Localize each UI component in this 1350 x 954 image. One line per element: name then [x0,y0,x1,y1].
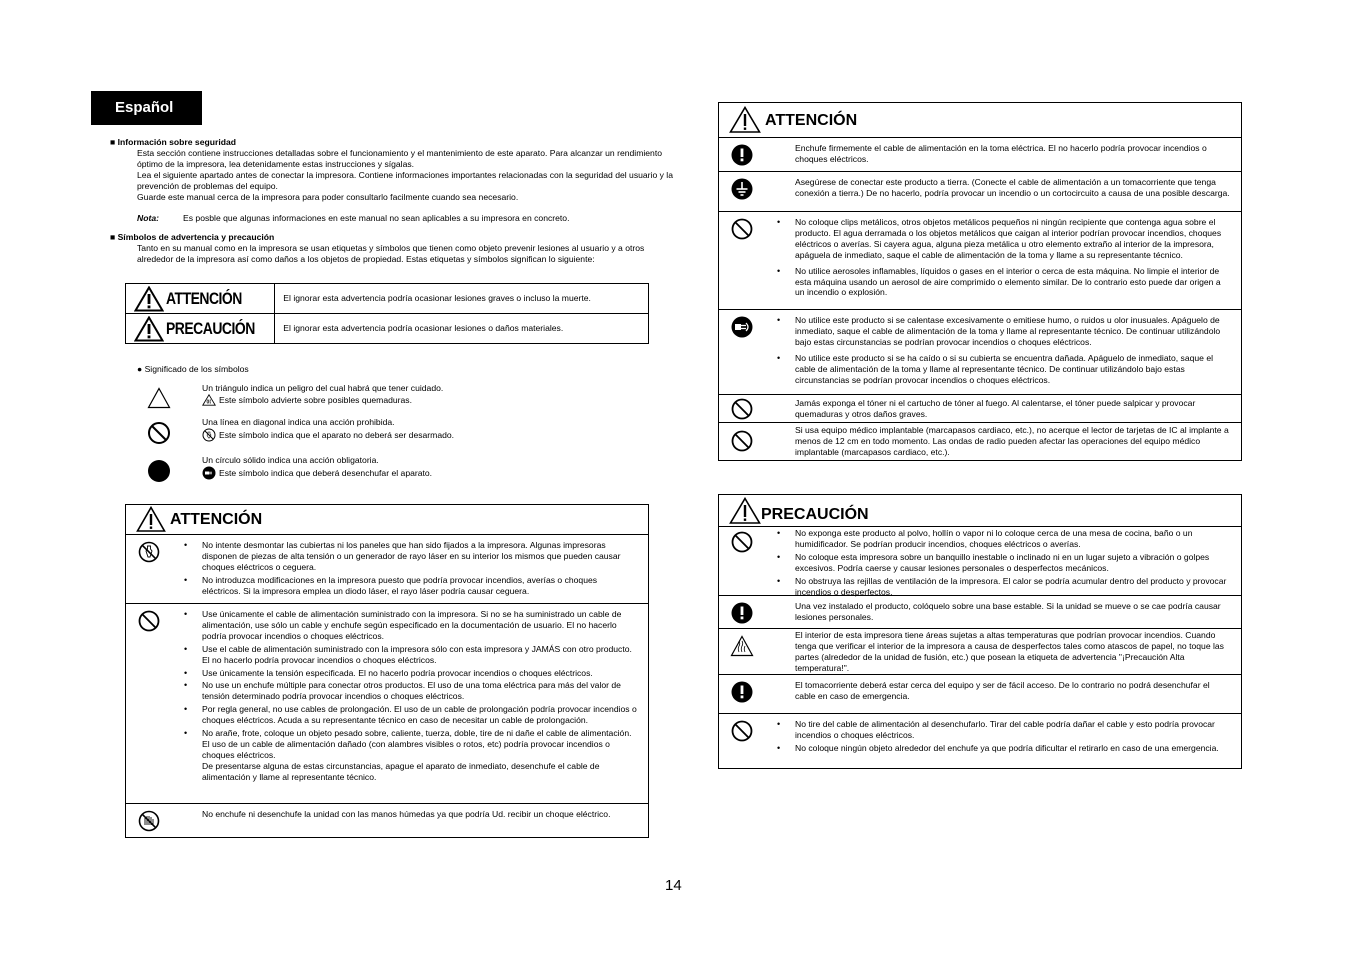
right-warning-row-4 [719,310,1241,395]
right-warning-row-4-list [773,315,1231,385]
symbols-section [137,364,657,488]
left-warning-row-1 [126,535,648,604]
safety-paragraph-2: Lea el siguiente apartado antes de conectar la impresora. Contiene informaciones importantes relacionadas con la seguridad del usuario y la prevención de problemas del equipo. [137,169,673,191]
mandatory-icon [731,144,753,166]
right-warning-row-6 [719,423,1241,460]
prohibition-icon [731,218,753,240]
right-warning-row-3 [719,212,1241,310]
symbols-section-heading: ● Significado de los símbolos [137,364,249,374]
right-caution-row-5 [719,714,1241,768]
no-wet-hands-icon [138,810,160,832]
legend-label-warning: ATTENCIÓN [166,289,242,308]
right-caution-row-1 [719,527,1241,596]
triangle-icon [147,387,171,409]
right-warning-row-2 [719,172,1241,212]
right-warning-header [719,103,1241,138]
ground-icon [731,178,753,200]
symbol-row-prohibition [137,417,657,445]
symbol-row-mandatory [137,455,657,483]
right-warning-title: ATTENCIÓN [765,111,858,129]
left-warning-row-2-continuation: De presentarse alguna de estas circunstancias, apague el aparato de inmediato, desenchufe el cable de alimentación y llame al representante técnico. [202,760,600,782]
right-caution-row-4 [719,675,1241,714]
legend-row-caution [126,314,649,344]
safety-heading: ■ Información sobre seguridad [110,137,237,147]
prohibition-icon [138,610,160,632]
prohibition-icon [731,398,753,420]
right-caution-title: PRECAUCIÓN [761,506,869,523]
language-tab: Español [91,91,202,125]
note [110,213,680,224]
note-text: Es posble que algunas informaciones en este manual no sean aplicables a su impresora en concreto. [183,213,570,224]
list-item: • No coloque esta impresora sobre un banquillo inestable o inclinado ni en un lugar sujeto a vibración o golpes excesivos. Podría caerse y causar lesiones personales o desperfectos mecánicos. [773,552,1231,574]
legend-label-caution: PRECAUCIÓN [166,319,255,338]
right-caution-row-4-text: El tomacorriente deberá estar cerca del equipo y ser de fácil acceso. De lo contrario no podrá desenchufar el cable en caso de emergencia. [795,680,1210,701]
right-caution-box [718,494,1242,769]
symbol-mandatory-line2: Este símbolo indica que deberá desenchufar el aparato. [219,467,433,478]
right-caution-row-2 [719,596,1241,629]
list-item: • No utilice este producto si se ha caído o si su cubierta se encuentra dañada. Apáguelo de inmediato, saque el cable de alimentación de la toma y llame al representante técnico. De continuar utilizándolo bajo estas circunstancias se podrían provocar incendios o choques eléctricos. [773,353,1231,386]
left-warning-box [125,504,649,838]
list-item: • No coloque ningún objeto alrededor del enchufe ya que podría dificultar el retirarlo en caso de una emergencia. [773,743,1231,754]
right-caution-row-5-list [773,719,1231,754]
left-warning-title: ATTENCIÓN [170,511,263,528]
legend-text-warning: El ignorar esta advertencia podría ocasionar lesiones graves o incluso la muerte. [275,284,649,314]
right-warning-row-1 [719,138,1241,172]
list-item: • No intente desmontar las cubiertas ni los paneles que han sido fijados a la impresora. Algunas impresoras disponen de piezas de alta tensión o un generador de rayo láser en su interior los mismos que pueden causar choques eléctricos o ceguera. [180,540,638,573]
unplug-icon [202,466,216,480]
symbols-paragraph: Tanto en su manual como en la impresora se usan etiquetas y símbolos que tienen como objeto prevenir lesiones al usuario y a otros alrededor de la impresora así como daños a los objetos de propiedad. Estas etiquetas y símbolos significan lo siguiente: [137,243,645,265]
list-item: • Por regla general, no use cables de prolongación. El uso de un cable de prolongación podría provocar incendios o choques eléctricos. Acuda a su representante técnico en caso de necesitar un cable de prolongación. [180,704,638,726]
no-disassemble-icon [138,541,160,563]
page-number: 14 [665,877,682,894]
warning-triangle-icon [136,506,166,533]
solid-circle-icon [147,459,171,483]
right-warning-row-5-text: Jamás exponga el tóner ni el cartucho de tóner al fuego. Al calentarse, el tóner puede salpicar y provocar quemaduras y otros daños graves. [795,398,1196,419]
right-warning-row-5 [719,395,1241,423]
list-item: • Use únicamente el cable de alimentación suministrado con la impresora. Si no se ha suministrado un cable de alimentación, use sólo un cable y enchufe según especificado en la documentación de usuario. El no hacerlo podría provocar incendios o choques eléctricos. [180,609,638,642]
caution-triangle-icon [729,497,761,525]
legend-row-warning [126,284,649,314]
list-item: • No exponga este producto al polvo, hollín o vapor ni lo coloque cerca de una mesa de cocina, baño o un humidificador. Se podrían producir incendios, choques eléctricos o averías. [773,528,1231,550]
list-item: • No utilice aerosoles inflamables, líquidos o gases en el interior o cerca de esta máquina. No limpie el interior de esta máquina usando un aerosol de aire comprimido o elemento similar. De lo contrario esto puede dar origen a un incendio o explosión. [773,266,1231,299]
right-warning-row-3-list [773,217,1231,298]
right-caution-row-3-text: El interior de esta impresora tiene áreas sujetas a altas temperaturas que podrían provocar incendios. Cuando tenga que verificar el interior de la impresora a causa de desperfectos tales como atascos de papel, no toque las partes (alrededor de la unidad de fusión, etc.) que posean la etiqueta de advertencia "¡Precaución Alta temperatura!". [795,630,1224,673]
list-item: • Use únicamente la tensión especificada. El no hacerlo podría provocar incendios o choques eléctricos. [180,668,638,679]
right-caution-row-2-text: Una vez instalado el producto, colóquelo sobre una base estable. Si la unidad se mueve o se cae podría causar lesiones personales. [795,601,1221,622]
left-warning-header [126,505,648,535]
symbols-heading: ■ Símbolos de advertencia y precaución [110,232,275,243]
legend-text-caution: El ignorar esta advertencia podría ocasionar lesiones o daños materiales. [275,314,649,344]
left-warning-row-1-list [180,540,638,597]
prohibition-icon [731,531,753,553]
legend-table [125,283,649,344]
list-item: • No introduzca modificaciones en la impresora puesto que podría provocar incendios, averías o choques eléctricos. Si la impresora emplea un diodo láser, el rayo láser podría causar ceguera. [180,575,638,597]
right-warning-row-6-text: Si usa equipo médico implantable (marcapasos cardiaco, etc.), no acerque el lector de tarjetas de IC al implante a menos de 12 cm en todo momento. Las ondas de radio pueden afectar las operaciones del equipo médico implantable (marcapasos cardiaco, etc.). [795,425,1229,457]
symbol-prohibition-line2: Este símbolo indica que el aparato no deberá ser desarmado. [219,429,455,440]
hot-surface-icon [202,394,216,406]
unplug-icon [731,316,753,338]
mandatory-icon [731,602,753,624]
left-warning-row-2-list [180,609,638,761]
warning-triangle-icon [134,286,164,312]
right-caution-header [719,495,1241,527]
right-warning-row-1-text: Enchufe firmemente el cable de alimentación en la toma eléctrica. El no hacerlo podría provocar incendios o choques eléctricos. [795,143,1207,164]
no-disassemble-icon [202,428,216,442]
symbol-prohibition-line1: Una línea en diagonal indica una acción prohibida. [202,417,395,427]
list-item: • Use el cable de alimentación suministrado con la impresora sólo con esta impresora y JAMÁS con otro producto. El no hacerlo podría provocar incendios o choques eléctricos. [180,644,638,666]
caution-triangle-icon [134,316,164,342]
list-item: • No obstruya las rejillas de ventilación de la impresora. El calor se podría acumular dentro del producto y provocar incendios o desperfectos. [773,576,1231,598]
prohibition-icon [147,421,171,445]
symbol-triangle-line1: Un triángulo indica un peligro del cual habrá que tener cuidado. [202,383,444,393]
right-caution-row-3 [719,629,1241,675]
warning-triangle-icon [729,106,761,134]
left-warning-row-3-text: No enchufe ni desenchufe la unidad con las manos húmedas ya que podría Ud. recibir un choque eléctrico. [202,809,611,819]
list-item: • No arañe, frote, coloque un objeto pesado sobre, caliente, tuerza, doble, tire de ni dañe el cable de alimentación. El uso de un cable de alimentación dañado (con alambres visibles o rotos, etc) podría provocar incendios o choques eléctricos. [180,728,638,761]
list-item: • No use un enchufe múltiple para conectar otros productos. El uso de una toma eléctrica para más del valor de tensión determinado podría provocar incendios o choques eléctricos. [180,680,638,702]
list-item: • No tire del cable de alimentación al desenchufarlo. Tirar del cable podría dañar el cable y esto podría provocar incendios o choques eléctricos. [773,719,1231,741]
note-label: Nota: [137,213,159,224]
prohibition-icon [731,720,753,742]
list-item: • No coloque clips metálicos, otros objetos metálicos pequeños ni ningún recipiente que contenga agua sobre el producto. El agua derramada o los objetos metálicos que caigan al interior podrían provocar incendios, choques eléctricos o averías. Si cayera agua, alguna pieza metálica u otro elemento extraño al interior de la impresora, apáguela de inmediato, saque el cable de alimentación de la toma y llame a su representante técnico. [773,217,1231,261]
right-warning-box [718,102,1242,461]
symbol-triangle-line2: Este símbolo advierte sobre posibles quemaduras. [219,394,412,405]
hot-surface-icon [730,635,754,657]
symbol-mandatory-line1: Un círculo sólido indica una acción obligatoria. [202,455,379,465]
symbol-row-triangle [137,383,657,409]
mandatory-icon [731,681,753,703]
right-caution-row-1-list [773,528,1231,597]
intro-section [110,137,680,265]
left-warning-row-3 [126,804,648,837]
left-warning-row-2 [126,604,648,804]
right-warning-row-2-text: Asegúrese de conectar este producto a tierra. (Conecte el cable de alimentación a un tomacorriente que tenga conexión a tierra.) De no hacerlo, podría provocar un incendio o un cortocircuito a causa de una posible descarga. [795,177,1230,198]
safety-paragraph-3: Guarde este manual cerca de la impresora para poder consultarlo facilmente cuando sea necesario. [137,191,519,202]
safety-paragraph-1: Esta sección contiene instrucciones detalladas sobre el funcionamiento y el mantenimiento de este aparato. Para alcanzar un rendimiento óptimo de la impresora, lea detenidamente estas instrucciones y sígalas. [137,147,663,169]
list-item: • No utilice este producto si se calentase excesivamente o emitiese humo, o ruidos u olor inusuales. Apáguelo de inmediato, saque el cable de alimentación de la toma y llame al representante técnico. De continuar utilizándolo bajo estas circunstancias se podrían provocar incendios o choques eléctricos. [773,315,1231,348]
prohibition-icon [731,430,753,452]
